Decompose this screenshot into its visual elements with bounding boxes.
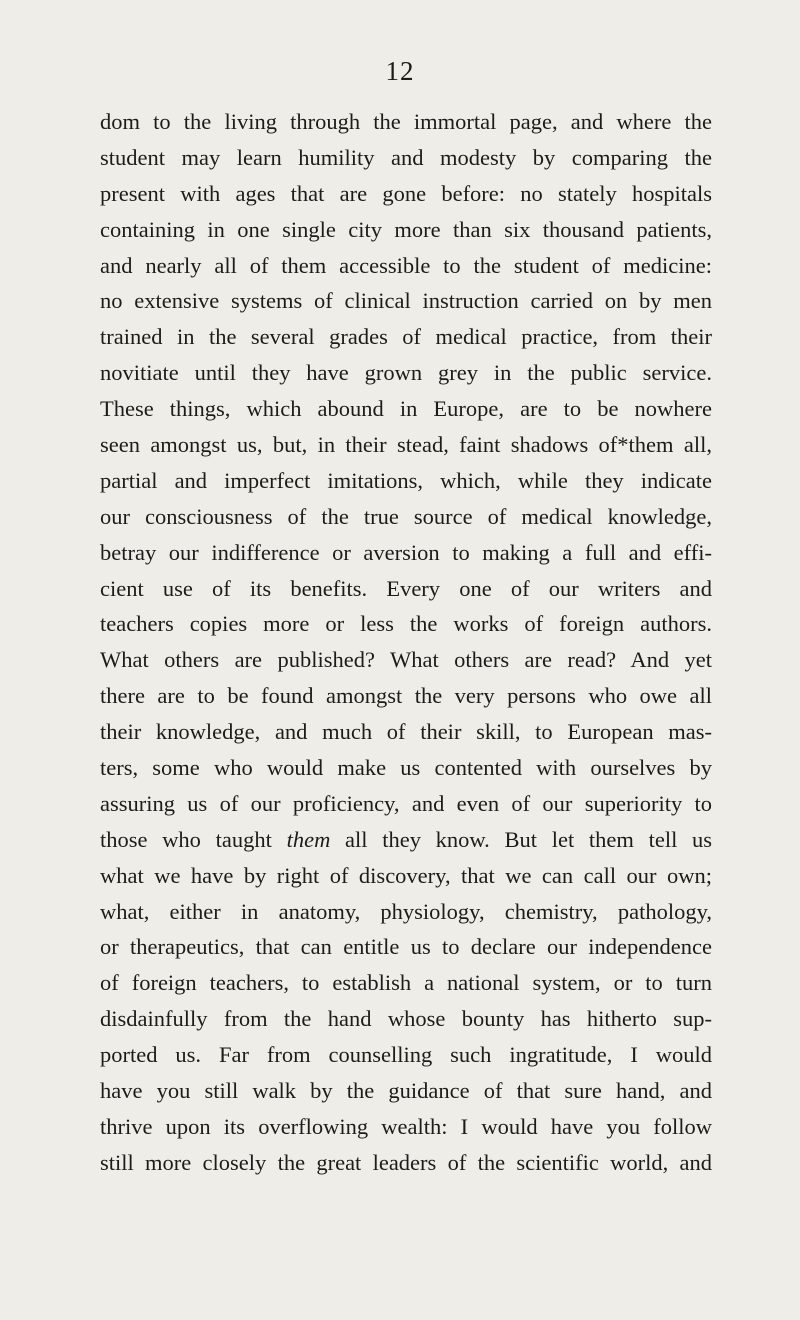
body-text [100,104,712,1181]
text-line: ported us. Far from counselling such ingratitude, I would [100,1042,712,1068]
text-line: assuring us of our proficiency, and even of our superiority to [100,790,712,816]
text-line: their knowledge, and much of their skill, to European mas- [100,719,712,745]
text-line: what we have by right of discovery, that we can call our own; [100,862,712,888]
text-line: These things, which abound in Europe, are to be nowhere [100,396,712,422]
text-segment: those who taught [100,826,272,852]
text-line: cient use of its benefits. Every one of our writers and [100,575,712,601]
text-segment: all they know. But let them tell us [345,826,712,852]
text-line [100,822,712,858]
text-line: present with ages that are gone before: no stately hospitals [100,180,712,206]
text-line: thrive upon its overflowing wealth: I would have you follow [100,1113,712,1139]
text-line: or therapeutics, that can entitle us to declare our independence [100,934,712,960]
text-line: disdainfully from the hand whose bounty has hitherto sup- [100,1006,712,1032]
text-line: our consciousness of the true source of medical knowledge, [100,503,712,529]
text-line: What others are published? What others are read? And yet [100,647,712,673]
text-line: there are to be found amongst the very persons who owe all [100,683,712,709]
text-line: no extensive systems of clinical instruction carried on by men [100,288,712,314]
page-number: 12 [385,56,415,86]
text-line: novitiate until they have grown grey in the public service. [100,360,712,386]
text-line: seen amongst us, but, in their stead, faint shadows of*them all, [100,432,712,458]
text-line: what, either in anatomy, physiology, chemistry, pathology, [100,898,712,924]
italic-word: them [286,826,331,852]
text-line: teachers copies more or less the works of foreign authors. [100,611,712,637]
text-line: and nearly all of them accessible to the student of medicine: [100,252,712,278]
text-line: student may learn humility and modesty by comparing the [100,144,712,170]
text-line: betray our indifference or aversion to making a full and effi- [100,539,712,565]
text-line: of foreign teachers, to establish a national system, or to turn [100,970,712,996]
text-line: have you still walk by the guidance of that sure hand, and [100,1078,712,1104]
text-line: ters, some who would make us contented with ourselves by [100,755,712,781]
text-line: partial and imperfect imitations, which, while they indicate [100,467,712,493]
text-line: still more closely the great leaders of the scientific world, and [100,1149,712,1175]
text-line: containing in one single city more than six thousand patients, [100,216,712,242]
text-line: dom to the living through the immortal page, and where the [100,109,712,134]
text-line: trained in the several grades of medical practice, from their [100,324,712,350]
